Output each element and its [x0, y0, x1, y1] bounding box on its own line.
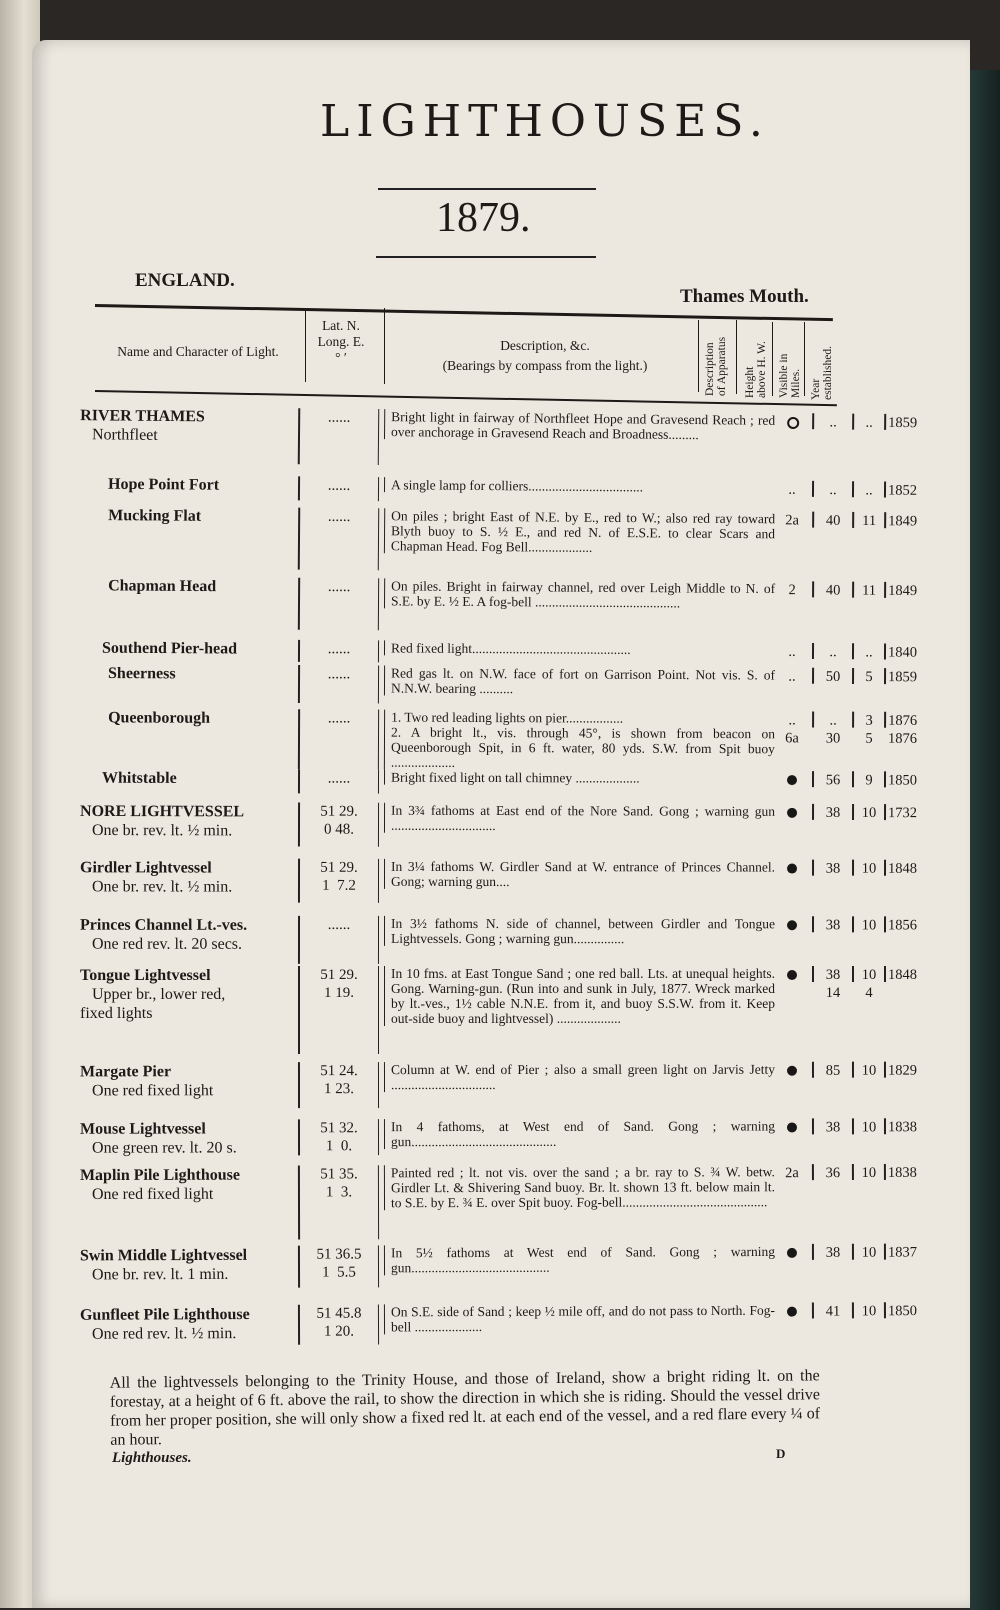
light-description: Red gas lt. on N.W. face of fort on Garrison Point. Not vis. S. of N.N.W. bearing ..........	[384, 665, 777, 697]
column-bar	[884, 482, 886, 498]
header-divider	[772, 322, 773, 396]
lat-long: ......	[298, 665, 379, 703]
lat-long: 51 29. 1 7.2	[298, 859, 379, 903]
height-value: 56	[816, 772, 850, 790]
column-bar	[884, 1062, 886, 1078]
lat-long: ......	[298, 507, 379, 570]
column-bar	[884, 582, 886, 598]
revolving-light-mark	[787, 864, 797, 874]
light-description: Red fixed light...............................................	[384, 641, 777, 658]
table-row	[80, 1062, 880, 1109]
height-value: 38	[816, 1118, 850, 1136]
column-bar	[812, 667, 814, 683]
height-value: 38	[816, 860, 850, 878]
year-value: 1848	[888, 860, 930, 878]
lat-long: ......	[298, 915, 379, 963]
height-value: 50	[816, 668, 850, 686]
light-name-title: Gunfleet Pile Lighthouse	[80, 1306, 250, 1324]
column-bar	[884, 772, 886, 788]
column-bar	[884, 1302, 886, 1318]
lat-long: 51 45.8 1 20.	[298, 1304, 379, 1344]
year-value: 1838	[888, 1118, 930, 1136]
year-value: 1732	[888, 804, 930, 822]
lat-long: 51 36.5 1 5.5	[298, 1246, 379, 1288]
table-row	[80, 915, 880, 964]
header-apparatus: Description of Apparatus	[704, 337, 728, 396]
column-bar	[852, 1244, 854, 1260]
light-name-title: Princes Channel Lt.-ves.	[80, 916, 247, 933]
light-description: Column at W. end of Pier ; also a small green light on Jarvis Jetty ...............................	[384, 1062, 777, 1092]
light-description: 1. Two red leading lights on pier................. 2. A bright lt., vis. through 45°, is shown from beacon on Queenborough Spit, in 6 ft. water, 80 yds. S.W. from Spit buoy ...................	[384, 710, 777, 772]
light-name	[80, 639, 317, 659]
lat-long: 51 24. 1 23.	[298, 1062, 379, 1108]
height-value: ..	[816, 481, 850, 499]
revolving-light-mark	[787, 808, 797, 818]
lat-long: 51 29. 0 48.	[298, 802, 379, 846]
column-bar	[884, 712, 886, 728]
visibility-value: 10	[856, 1302, 882, 1320]
header-visible: Visible in Miles.	[778, 354, 802, 398]
table-row	[80, 708, 880, 771]
height-value: 38	[816, 804, 850, 822]
column-bar	[812, 643, 814, 659]
year-value: 1876 1876	[888, 712, 930, 748]
apparatus-cell: ..	[777, 667, 807, 685]
title-rule-top	[378, 188, 596, 190]
lat-long: 51 32. 1 0.	[298, 1119, 379, 1155]
header-description: Description, &c.	[400, 338, 690, 354]
apparatus-cell: ..	[777, 643, 807, 661]
header-divider	[384, 308, 385, 384]
header-units: ° ′	[310, 350, 372, 366]
height-value: 36	[816, 1164, 850, 1182]
revolving-light-mark	[787, 776, 797, 786]
year-value: 1837	[888, 1244, 930, 1262]
table-row	[80, 1244, 880, 1289]
column-bar	[812, 1302, 814, 1318]
page-year: 1879.	[436, 194, 531, 242]
height-value: 85	[816, 1062, 850, 1080]
column-bar	[812, 772, 814, 788]
column-bar	[852, 414, 854, 430]
visibility-value: ..	[856, 414, 882, 432]
lat-long: ......	[298, 640, 379, 662]
visibility-value: 5	[856, 668, 882, 686]
light-name	[80, 966, 295, 1023]
light-character: One red rev. lt. 20 secs.	[80, 935, 242, 952]
year-value: 1856	[888, 916, 930, 934]
running-title: Lighthouses.	[112, 1450, 192, 1467]
year-value: 1850	[888, 772, 930, 790]
column-bar	[812, 413, 814, 429]
visibility-value: 3 5	[856, 712, 882, 748]
height-value: 38	[816, 916, 850, 934]
table-row	[80, 406, 881, 470]
visibility-value: 10	[856, 1062, 882, 1080]
subregion-heading: Thames Mouth.	[680, 286, 809, 308]
light-character: One red rev. lt. ½ min.	[80, 1325, 236, 1343]
header-divider	[804, 322, 805, 396]
light-description: In 3½ fathoms N. side of channel, between Girdler and Tongue Lightvessels. Gong ; warning gun...............	[384, 915, 777, 945]
visibility-value: 10	[856, 916, 882, 934]
light-description: In 5½ fathoms at West end of Sand. Gong ; warning gun.........................................	[384, 1244, 777, 1275]
column-bar	[812, 1062, 814, 1078]
column-bar	[852, 966, 854, 982]
revolving-light-mark	[787, 1248, 797, 1258]
light-name	[80, 576, 323, 597]
height-value: .. 30	[816, 712, 850, 748]
fixed-light-mark	[787, 417, 799, 429]
table-row	[80, 576, 880, 634]
title-rule-bottom	[376, 256, 596, 258]
column-bar	[812, 1118, 814, 1134]
light-description: Bright fixed light on tall chimney ...................	[384, 770, 777, 786]
light-name	[80, 1246, 295, 1285]
light-name	[80, 506, 323, 527]
visibility-value: 10 4	[856, 966, 882, 1002]
column-bar	[884, 1244, 886, 1260]
visibility-value: 10	[856, 1244, 882, 1262]
light-name-title: Sheerness	[108, 665, 176, 682]
column-bar	[852, 482, 854, 498]
column-bar	[852, 1062, 854, 1078]
column-bar	[812, 1164, 814, 1180]
column-bar	[852, 916, 854, 932]
column-bar	[812, 1244, 814, 1260]
light-description: On piles. Bright in fairway channel, red over Leigh Middle to N. of S.E. by E. ½ E. A fog-bell ...........................................	[384, 578, 777, 611]
column-bar	[812, 481, 814, 497]
height-value: 41	[816, 1302, 850, 1320]
light-description: On piles ; bright East of N.E. by E., red to W.; also red ray toward Blyth buoy to S. ½ E., and red N. of E.S.E. to clear Scars and Chapman Head. Fog Bell...................	[384, 508, 777, 556]
revolving-light-mark	[787, 970, 797, 980]
column-bar	[884, 966, 886, 982]
column-bar	[812, 916, 814, 932]
visibility-value: 9	[856, 772, 882, 790]
apparatus-cell: 2a	[777, 1164, 807, 1182]
column-bar	[884, 1164, 886, 1180]
column-bar	[812, 804, 814, 820]
light-name-title: Whitstable	[102, 770, 177, 787]
column-bar	[852, 1302, 854, 1318]
visibility-value: 11	[856, 512, 882, 530]
visibility-value: 11	[856, 582, 882, 600]
light-name	[80, 1062, 295, 1100]
light-name-title: Queenborough	[108, 709, 210, 726]
table-row	[80, 1302, 880, 1345]
light-description: In 3¼ fathoms W. Girdler Sand at W. entrance of Princes Channel. Gong; warning gun....	[384, 859, 777, 890]
column-bar	[884, 644, 886, 660]
light-character: One red fixed light	[80, 1186, 213, 1203]
light-name	[80, 664, 323, 684]
column-bar	[884, 916, 886, 932]
column-bar	[884, 668, 886, 684]
column-bar	[884, 414, 886, 430]
year-value: 1849	[888, 512, 930, 530]
lat-long: ......	[298, 408, 380, 465]
light-name	[80, 1165, 295, 1204]
visibility-value: ..	[856, 482, 882, 500]
table-row	[80, 1164, 880, 1240]
column-bar	[852, 712, 854, 728]
year-value: 1840	[888, 644, 930, 662]
column-bar	[852, 582, 854, 598]
lat-long: 51 29. 1 19.	[298, 966, 379, 1054]
header-divider	[305, 308, 306, 382]
light-description: Painted red ; lt. not vis. over the sand ; a br. ray to S. ¾ W. betw. Girdler Lt. & Shivering Sand buoy. Br. lt. shown 13 ft. below main lt. to S.E. by E. ¾ E. over Spit buoy. Fog-bell...........................................	[384, 1164, 777, 1210]
header-bearings: (Bearings by compass from the light.)	[400, 358, 690, 374]
column-bar	[884, 860, 886, 876]
light-name	[80, 769, 317, 789]
light-name	[80, 1304, 295, 1343]
light-name	[80, 475, 323, 496]
height-value: 38 14	[816, 966, 850, 1002]
revolving-light-mark	[787, 1306, 797, 1316]
table-row	[80, 506, 880, 574]
light-name	[80, 1119, 295, 1157]
light-description: In 4 fathoms, at West end of Sand. Gong ; warning gun...........................................	[384, 1118, 777, 1149]
apparatus-cell: 2a	[777, 511, 807, 529]
region-heading: ENGLAND.	[135, 270, 235, 292]
visibility-value: 10	[856, 804, 882, 822]
header-divider	[736, 320, 737, 394]
lat-long: ......	[298, 770, 379, 794]
revolving-light-mark	[787, 1122, 797, 1132]
height-value: 38	[816, 1244, 850, 1262]
height-value: ..	[816, 413, 850, 431]
visibility-value: 10	[856, 860, 882, 878]
revolving-light-mark	[787, 1066, 797, 1076]
light-name-title: Mucking Flat	[108, 507, 201, 525]
height-value: ..	[816, 643, 850, 661]
year-value: 1850	[888, 1302, 930, 1320]
table-row	[80, 1118, 880, 1155]
lat-long: ......	[298, 477, 379, 502]
light-name-title: NORE LIGHTVESSEL	[80, 803, 244, 820]
table-row	[80, 858, 880, 903]
column-bar	[812, 966, 814, 982]
header-name: Name and Character of Light.	[98, 344, 298, 360]
column-bar	[852, 512, 854, 528]
book-cover-edge	[970, 70, 1000, 1610]
light-character: One br. rev. lt. 1 min.	[80, 1266, 228, 1284]
column-bar	[852, 804, 854, 820]
light-character: One red fixed light	[80, 1082, 213, 1099]
table-row	[80, 664, 880, 706]
lat-long: ......	[298, 709, 379, 769]
visibility-value: 10	[856, 1118, 882, 1136]
column-bar	[812, 860, 814, 876]
height-value: 40	[816, 581, 850, 599]
header-divider	[698, 320, 699, 392]
light-name-title: Southend Pier-head	[102, 640, 237, 658]
header-long: Long. E.	[310, 334, 372, 350]
light-name-title: Maplin Pile Lighthouse	[80, 1167, 240, 1184]
light-name-title: Chapman Head	[108, 577, 216, 595]
year-value: 1848	[888, 966, 930, 984]
light-name-title: Tongue Lightvessel	[80, 967, 211, 984]
column-bar	[812, 581, 814, 597]
column-bar	[812, 712, 814, 728]
light-description: Bright light in fairway of Northfleet Hope and Gravesend Reach ; red over anchorage in Gravesend Reach and Broadness.........	[384, 409, 777, 443]
light-name	[80, 858, 295, 896]
light-name-title: Hope Point Fort	[108, 476, 219, 494]
year-value: 1838	[888, 1164, 930, 1182]
light-description: A single lamp for colliers..................................	[384, 478, 777, 496]
header-lat: Lat. N.	[310, 318, 372, 334]
lat-long: ......	[298, 578, 379, 631]
column-bar	[852, 644, 854, 660]
column-bar	[884, 804, 886, 820]
year-value: 1829	[888, 1062, 930, 1080]
light-character: Upper br., lower red, fixed lights	[80, 986, 225, 1022]
light-description: In 3¾ fathoms at East end of the Nore Sand. Gong ; warning gun ...............................	[384, 803, 777, 834]
year-value: 1859	[888, 668, 930, 686]
visibility-value: ..	[856, 644, 882, 662]
light-character: One br. rev. lt. ½ min.	[80, 878, 232, 895]
light-name-title: Swin Middle Lightvessel	[80, 1247, 247, 1265]
lightvessel-note: All the lightvessels belonging to the Trinity House, and those of Ireland, show a bright riding lt. on the forestay, at a height of 6 ft. above the rail, to show the direction in which she is riding. Should the vessel drive from her proper position, she will only show a fixed red lt. at each end of the vessel, and a red flare every ¼ of an hour.	[110, 1366, 821, 1449]
light-name	[80, 802, 295, 841]
light-name-title: Mouse Lightvessel	[80, 1120, 206, 1137]
column-bar	[852, 1118, 854, 1134]
column-bar	[884, 1118, 886, 1134]
year-value: 1849	[888, 582, 930, 600]
header-height: Height above H. W.	[744, 341, 768, 398]
column-bar	[852, 668, 854, 684]
light-name-title: Margate Pier	[80, 1063, 171, 1080]
apparatus-cell: ..	[777, 481, 807, 499]
header-year: Year established.	[810, 346, 834, 400]
apparatus-cell: .. 6a	[777, 711, 807, 747]
column-bar	[812, 511, 814, 527]
year-value: 1852	[888, 482, 930, 500]
height-value: 40	[816, 511, 850, 529]
light-name-title: Girdler Lightvessel	[80, 859, 212, 876]
lat-long: 51 35. 1 3.	[298, 1165, 379, 1239]
column-bar	[884, 512, 886, 528]
column-bar	[852, 860, 854, 876]
light-character: Northfleet	[80, 426, 158, 444]
year-value: 1859	[888, 414, 930, 432]
light-name	[80, 708, 323, 728]
visibility-value: 10	[856, 1164, 882, 1182]
page-title: LIGHTHOUSES.	[320, 96, 770, 147]
revolving-light-mark	[787, 920, 797, 930]
light-name	[80, 915, 295, 953]
column-bar	[852, 1164, 854, 1180]
light-description: In 10 fms. at East Tongue Sand ; one red ball. Lts. at unequal heights. Gong. Warning-gun. (Run into and sunk in July, 1877. Wreck marked by lt.-ves., 1½ cable N.N.E. from it, and buoy S.S.W. from it. Keep out-side buoy and lightvessel) ...................	[384, 966, 777, 1026]
table-row	[80, 802, 880, 848]
column-bar	[852, 772, 854, 788]
light-character: One green rev. lt. 20 s.	[80, 1139, 237, 1156]
apparatus-cell: 2	[777, 581, 807, 599]
light-description: On S.E. side of Sand ; keep ½ mile off, and do not pass to North. Fog-bell ....................	[384, 1302, 777, 1334]
light-character: One br. rev. lt. ½ min.	[80, 822, 232, 839]
table-row	[80, 769, 880, 796]
light-name	[80, 406, 295, 446]
table-row	[80, 966, 880, 1054]
light-name-title: RIVER THAMES	[80, 407, 205, 425]
signature-mark: D	[776, 1446, 785, 1462]
